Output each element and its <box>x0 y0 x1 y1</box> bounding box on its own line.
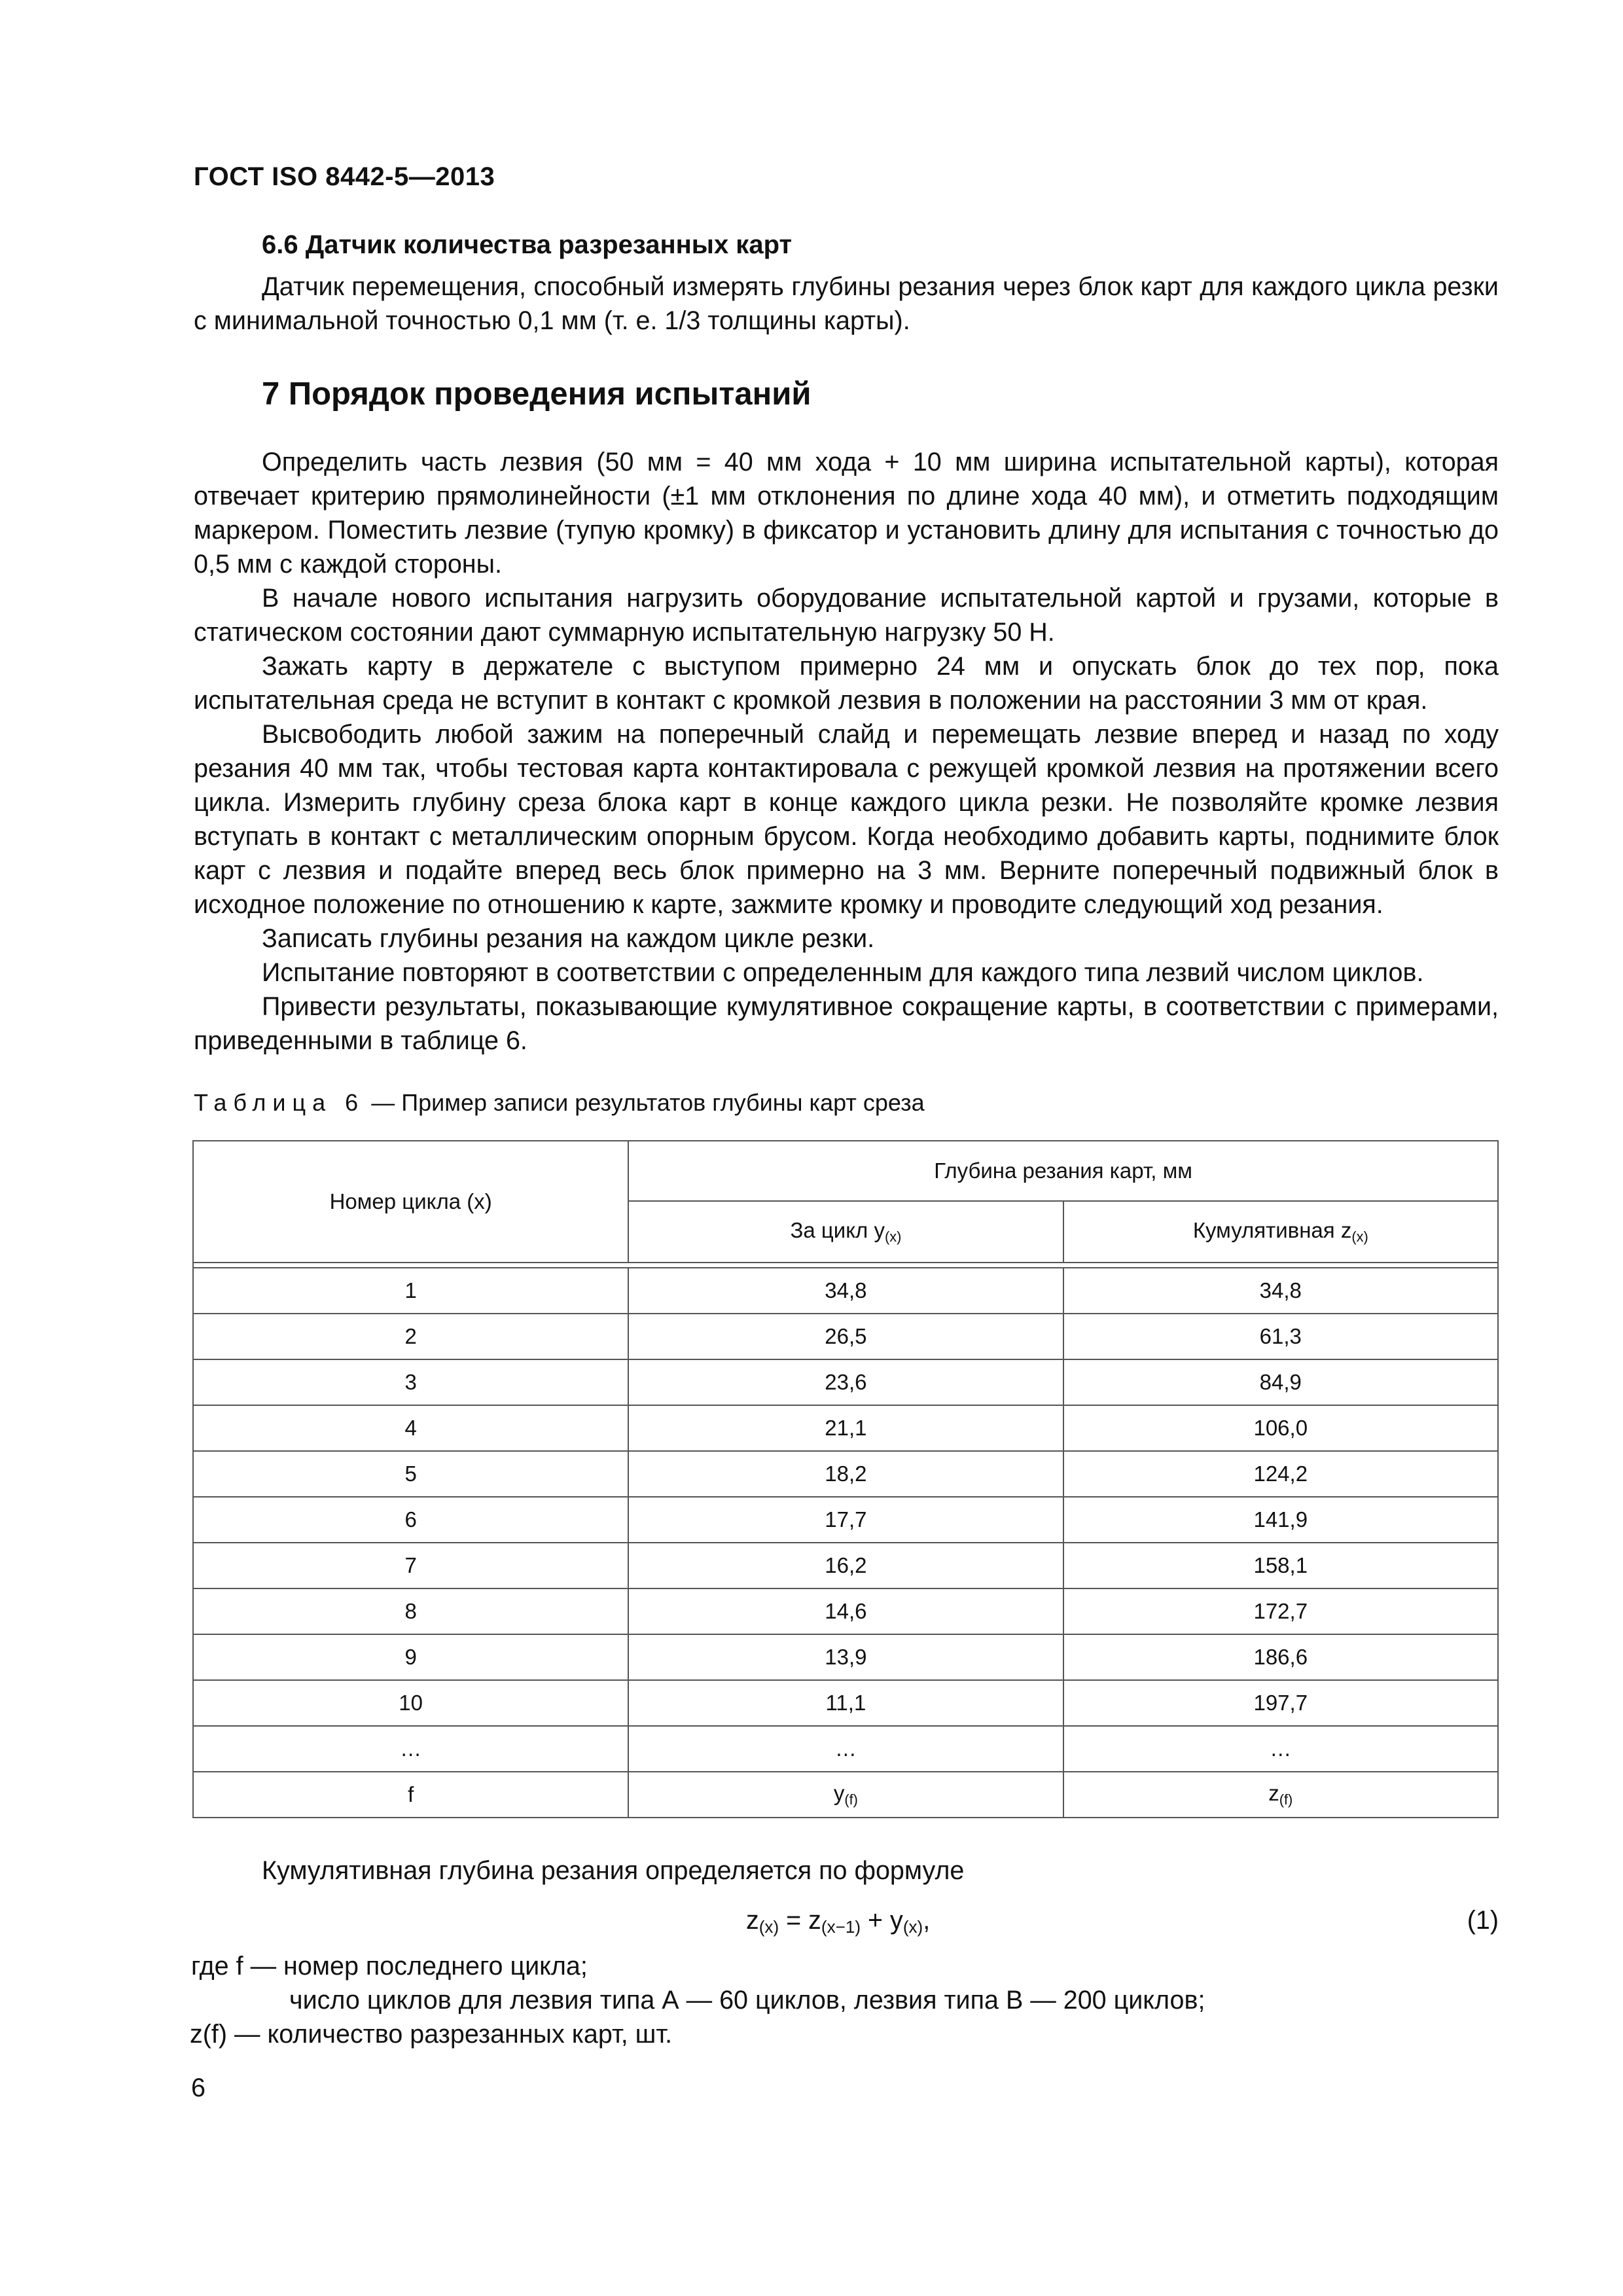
cell-cycle: 7 <box>193 1543 628 1588</box>
cell-cumulative: 61,3 <box>1063 1314 1498 1359</box>
section-7-paragraph: Высвободить любой зажим на поперечный слайд и перемещать лезвие вперед и назад по ходу резания 40 мм так, чтобы тестовая карта контактировала с режущей кромкой лезвия на протяжении всего цикла. Измерить глубину среза блока карт в конце каждого цикла резки. Не позволяйте кромке лезвия вступать в контакт с металлическим опорным брусом. Когда необходимо добавить карты, поднимите блок карт с лезвия и подайте вперед весь блок примерно на 3 мм. Верните поперечный подвижный блок в исходное положение по отношению к карте, зажмите кромку и проводите следующий ход резания. <box>194 720 1499 919</box>
table-row <box>193 1314 1498 1359</box>
table-row <box>193 1451 1498 1497</box>
section-7-paragraph: Определить часть лезвия (50 мм = 40 мм хода + 10 мм ширина испытательной карты), которая отвечает критерию прямолинейности (±1 мм отклонения по длине хода 40 мм), и отметить подходящим маркером. Поместить лезвие (тупую кромку) в фиксатор и установить длину для испытания с точностью до 0,5 мм с каждой стороны. <box>194 448 1499 579</box>
cell-cycle: f <box>193 1772 628 1818</box>
section-7-paragraph: Записать глубины резания на каждом цикле резки. <box>262 924 875 953</box>
section-7-paragraph: Испытание повторяют в соответствии с определенным для каждого типа лезвий числом циклов. <box>262 958 1424 987</box>
cell-cumulative: 172,7 <box>1063 1588 1498 1634</box>
cell-cycle: … <box>193 1726 628 1772</box>
cell-cycle: 4 <box>193 1405 628 1451</box>
formula-where-cycles: число циклов для лезвия типа А — 60 циклов, лезвия типа В — 200 циклов; <box>289 1986 1205 2015</box>
cell-cumulative: $z_{(f)}$ <box>1063 1772 1498 1818</box>
cell-cumulative: 158,1 <box>1063 1543 1498 1588</box>
cell-cycle: 5 <box>193 1451 628 1497</box>
cell-per-cycle: 26,5 <box>628 1314 1063 1359</box>
cell-per-cycle: 21,1 <box>628 1405 1063 1451</box>
section-6-6-text: Датчик перемещения, способный измерять глубины резания через блок карт для каждого цикла резки с минимальной точностью 0,1 мм (т. е. 1/3 толщины карты). <box>194 272 1499 335</box>
formula: $z_{(x)} = z_{(x-1)} + y_{(x)}$, <box>746 1906 931 1937</box>
results-table <box>192 1140 1499 1818</box>
column-header-cycle: Номер цикла (x) <box>193 1141 628 1263</box>
cell-cycle: 10 <box>193 1680 628 1726</box>
document-header: ГОСТ ISO 8442-5—2013 <box>194 162 495 191</box>
table-row <box>193 1497 1498 1543</box>
formula-where-z: z(f) — количество разрезанных карт, шт. <box>190 2020 673 2049</box>
cell-per-cycle: 34,8 <box>628 1268 1063 1314</box>
table-row <box>193 1268 1498 1314</box>
table-caption-text: — Пример записи результатов глубины карт среза <box>365 1089 925 1116</box>
cell-cumulative: 34,8 <box>1063 1268 1498 1314</box>
cell-per-cycle: 13,9 <box>628 1634 1063 1680</box>
table-caption <box>194 1089 925 1117</box>
cell-per-cycle: 11,1 <box>628 1680 1063 1726</box>
table-row-last <box>193 1772 1498 1818</box>
cell-cycle: 1 <box>193 1268 628 1314</box>
section-7-paragraph: Зажать карту в держателе с выступом примерно 24 мм и опускать блок до тех пор, пока испытательная среда не вступит в контакт с кромкой лезвия в положении на расстоянии 3 мм от края. <box>194 652 1499 715</box>
cell-cumulative: 141,9 <box>1063 1497 1498 1543</box>
column-header-per-cycle: За цикл $y_{(x)}$ <box>628 1201 1063 1263</box>
formula-where-f: где f — номер последнего цикла; <box>191 1952 588 1981</box>
formula-intro: Кумулятивная глубина резания определяется по формуле <box>262 1856 965 1885</box>
table-row <box>193 1588 1498 1634</box>
cell-per-cycle: 16,2 <box>628 1543 1063 1588</box>
table-row <box>193 1405 1498 1451</box>
cell-cumulative: … <box>1063 1726 1498 1772</box>
section-6-6-title: 6.6 Датчик количества разрезанных карт <box>262 230 793 259</box>
cell-per-cycle: $y_{(f)}$ <box>628 1772 1063 1818</box>
column-header-group: Глубина резания карт, мм <box>628 1141 1498 1201</box>
cell-cycle: 9 <box>193 1634 628 1680</box>
cell-cumulative: 186,6 <box>1063 1634 1498 1680</box>
cell-cycle: 6 <box>193 1497 628 1543</box>
cell-cumulative: 197,7 <box>1063 1680 1498 1726</box>
section-7-paragraph: В начале нового испытания нагрузить оборудование испытательной картой и грузами, которые в статическом состоянии дают суммарную испытательную нагрузку 50 Н. <box>194 584 1499 647</box>
cell-per-cycle: 23,6 <box>628 1359 1063 1405</box>
table-row <box>193 1359 1498 1405</box>
table-row <box>193 1543 1498 1588</box>
header-separator <box>193 1263 1498 1268</box>
section-7-title: 7 Порядок проведения испытаний <box>262 376 812 412</box>
cell-per-cycle: 17,7 <box>628 1497 1063 1543</box>
cell-cumulative: 84,9 <box>1063 1359 1498 1405</box>
page-number: 6 <box>191 2073 205 2102</box>
table-row <box>193 1680 1498 1726</box>
cell-per-cycle: 18,2 <box>628 1451 1063 1497</box>
table-caption-label: Таблица 6 <box>194 1089 365 1116</box>
cell-cycle: 8 <box>193 1588 628 1634</box>
cell-per-cycle: … <box>628 1726 1063 1772</box>
column-header-cumulative: Кумулятивная $z_{(x)}$ <box>1063 1201 1498 1263</box>
cell-cumulative: 106,0 <box>1063 1405 1498 1451</box>
cell-per-cycle: 14,6 <box>628 1588 1063 1634</box>
cell-cumulative: 124,2 <box>1063 1451 1498 1497</box>
cell-cycle: 3 <box>193 1359 628 1405</box>
table-row <box>193 1634 1498 1680</box>
table-row <box>193 1726 1498 1772</box>
formula-number: (1) <box>1467 1906 1499 1935</box>
section-7-paragraph: Привести результаты, показывающие кумулятивное сокращение карты, в соответствии с примерами, приведенными в таблице 6. <box>194 992 1499 1055</box>
cell-cycle: 2 <box>193 1314 628 1359</box>
